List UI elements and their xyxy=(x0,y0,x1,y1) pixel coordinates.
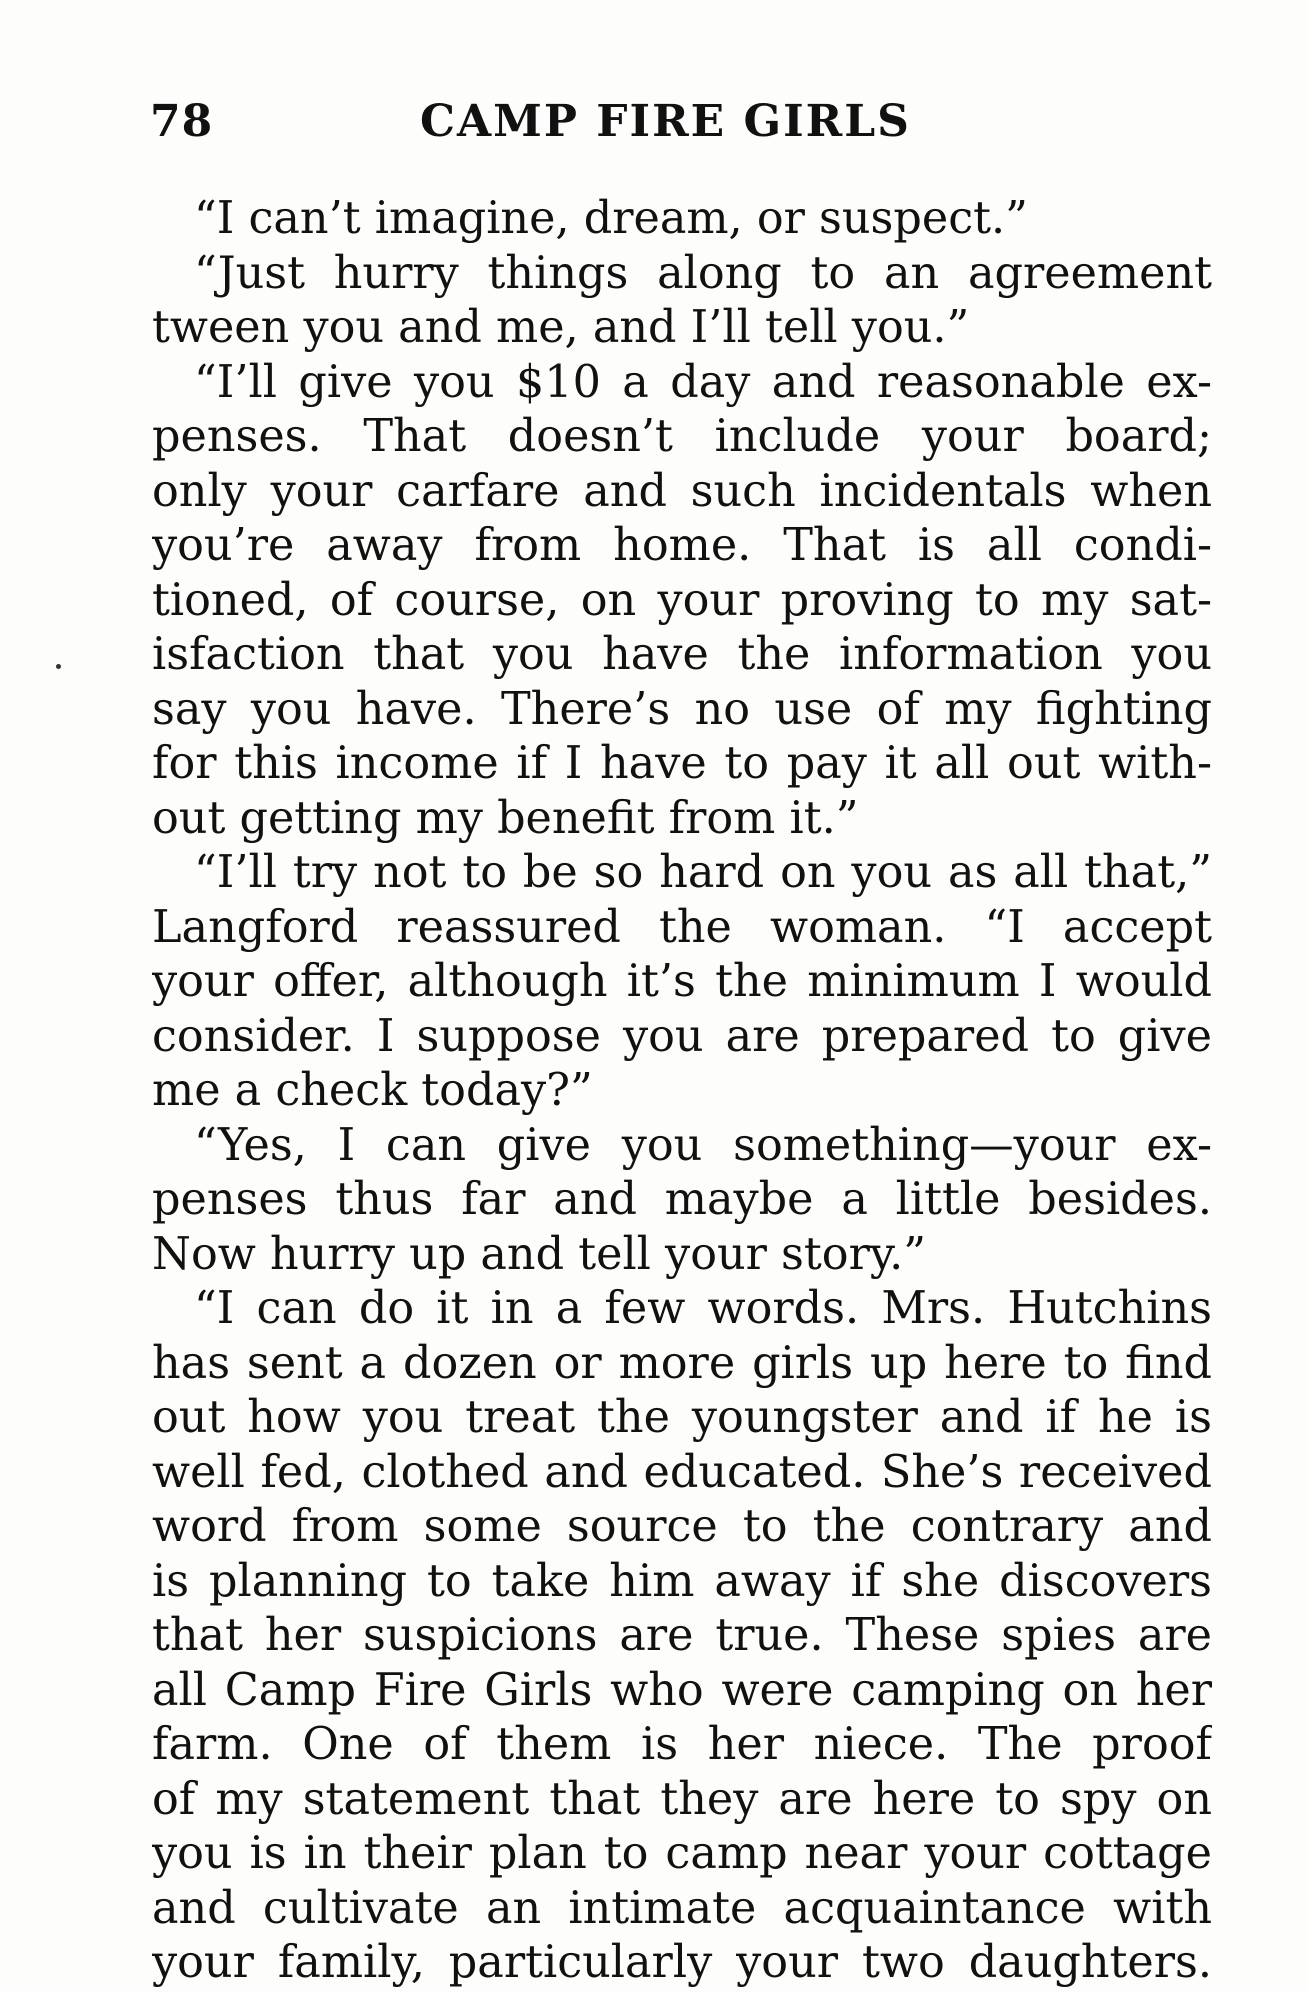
text-line: has sent a dozen or more girls up here to find xyxy=(152,1337,1212,1389)
running-title: CAMP FIRE GIRLS xyxy=(420,96,911,147)
text-line: you’re away from home. That is all condi- xyxy=(152,520,1212,571)
text-line: is planning to take him away if she discovers xyxy=(152,1555,1212,1607)
print-speck xyxy=(56,664,61,669)
text-line: all Camp Fire Girls who were camping on her xyxy=(152,1664,1212,1716)
text-line: penses. That doesn’t include your board; xyxy=(152,411,1212,462)
body-text xyxy=(152,192,1212,1991)
text-line: your offer, although it’s the minimum I would xyxy=(152,956,1212,1007)
text-line: you is in their plan to camp near your cottage xyxy=(152,1828,1212,1879)
text-line: “I’ll give you $10 a day and reasonable ex- xyxy=(194,356,1212,408)
text-line: “Yes, I can give you something—your ex- xyxy=(194,1119,1212,1171)
page-number: 78 xyxy=(150,96,214,147)
text-line: for this income if I have to pay it all out with- xyxy=(152,738,1212,789)
text-line: out how you treat the youngster and if he is xyxy=(152,1392,1212,1443)
text-line: and cultivate an intimate acquaintance with xyxy=(152,1882,1212,1934)
text-line: only your carfare and such incidentals when xyxy=(152,465,1212,517)
text-line: well fed, clothed and educated. She’s received xyxy=(152,1446,1212,1498)
text-line: isfaction that you have the information you xyxy=(152,629,1212,680)
text-line: tioned, of course, on your proving to my sat- xyxy=(152,574,1212,626)
text-line: tween you and me, and I’ll tell you.” xyxy=(152,302,970,353)
text-line: of my statement that they are here to spy on xyxy=(152,1773,1212,1825)
text-line: say you have. There’s no use of my fighting xyxy=(152,683,1212,735)
text-line: farm. One of them is her niece. The proof xyxy=(152,1719,1212,1770)
text-line: “I’ll try not to be so hard on you as all that,” xyxy=(194,847,1212,898)
text-line: “I can’t imagine, dream, or suspect.” xyxy=(194,193,1028,244)
text-line: “Just hurry things along to an agreement xyxy=(194,247,1212,299)
text-line: consider. I suppose you are prepared to give xyxy=(152,1010,1212,1062)
text-line: out getting my benefit from it.” xyxy=(152,792,859,844)
text-line: word from some source to the contrary and xyxy=(152,1501,1212,1552)
page-header xyxy=(150,92,1210,152)
text-line: “I can do it in a few words. Mrs. Hutchins xyxy=(194,1283,1212,1334)
text-line: that her suspicions are true. These spies are xyxy=(152,1610,1212,1661)
text-line: your family, particularly your two daughters. xyxy=(152,1937,1212,1988)
text-line: Now hurry up and tell your story.” xyxy=(152,1228,926,1280)
text-line: penses thus far and maybe a little besides. xyxy=(152,1174,1212,1225)
text-line: Langford reassured the woman. “I accept xyxy=(152,901,1212,953)
text-line: me a check today?” xyxy=(152,1065,593,1116)
